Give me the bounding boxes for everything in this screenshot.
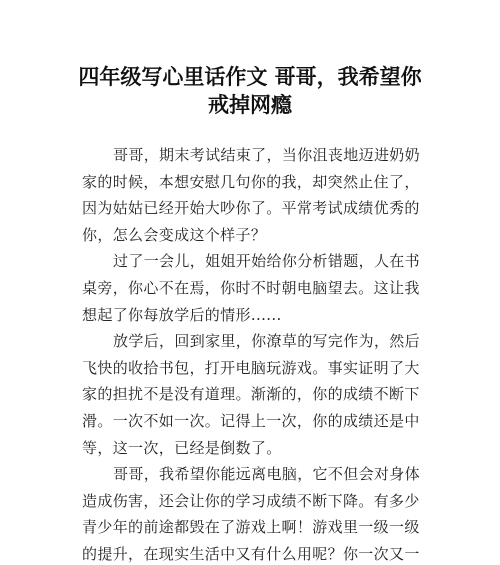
paragraph-4 <box>82 461 424 565</box>
paragraph-2 <box>82 248 424 328</box>
text-line: 家的时候，本想安慰几句你的我，却突然止住了， <box>82 172 420 191</box>
text-line: 造成伤害，还会让你的学习成绩不断下降。有多少 <box>82 491 420 510</box>
paragraph-1 <box>82 142 424 248</box>
text-line: 等，这一次，已经是倒数了。 <box>82 438 282 457</box>
text-line: 哥哥，我希望你能远离电脑，它不但会对身体 <box>113 465 421 484</box>
text-line: 你，怎么会变成这个样子？ <box>82 225 267 244</box>
text-line: 的提升，在现实生活中又有什么用呢？你一次又一 <box>82 544 420 563</box>
article-title-line-1: 四年级写心里话作文 哥哥，我希望你 <box>78 65 422 89</box>
text-line: 滑。一次不如一次。记得上一次，你的成绩还是中 <box>82 411 420 430</box>
paragraph-3 <box>82 328 424 461</box>
text-line: 放学后，回到家里，你潦草的写完作为，然后 <box>113 332 421 351</box>
text-line: 过了一会儿，姐姐开始给你分析错题，人在书 <box>113 252 421 271</box>
text-line: 想起了你每放学后的情形...... <box>82 305 282 324</box>
text-line: 因为姑姑已经开始大吵你了。平常考试成绩优秀的 <box>82 199 420 218</box>
text-line: 青少年的前途都毁在了游戏上啊！游戏里一级一级 <box>82 518 420 537</box>
text-line: 桌旁，你心不在焉，你时不时朝电脑望去。这让我 <box>82 278 420 297</box>
article-title-line-2: 戒掉网瘾 <box>208 93 292 117</box>
text-line: 哥哥，期末考试结束了，当你沮丧地迈进奶奶 <box>113 146 421 164</box>
text-line: 飞快的收拾书包，打开电脑玩游戏。事实证明了大 <box>82 358 420 377</box>
article-body <box>82 142 424 565</box>
text-line: 家的担扰不是没有道理。渐渐的，你的成绩不断下 <box>82 385 420 404</box>
